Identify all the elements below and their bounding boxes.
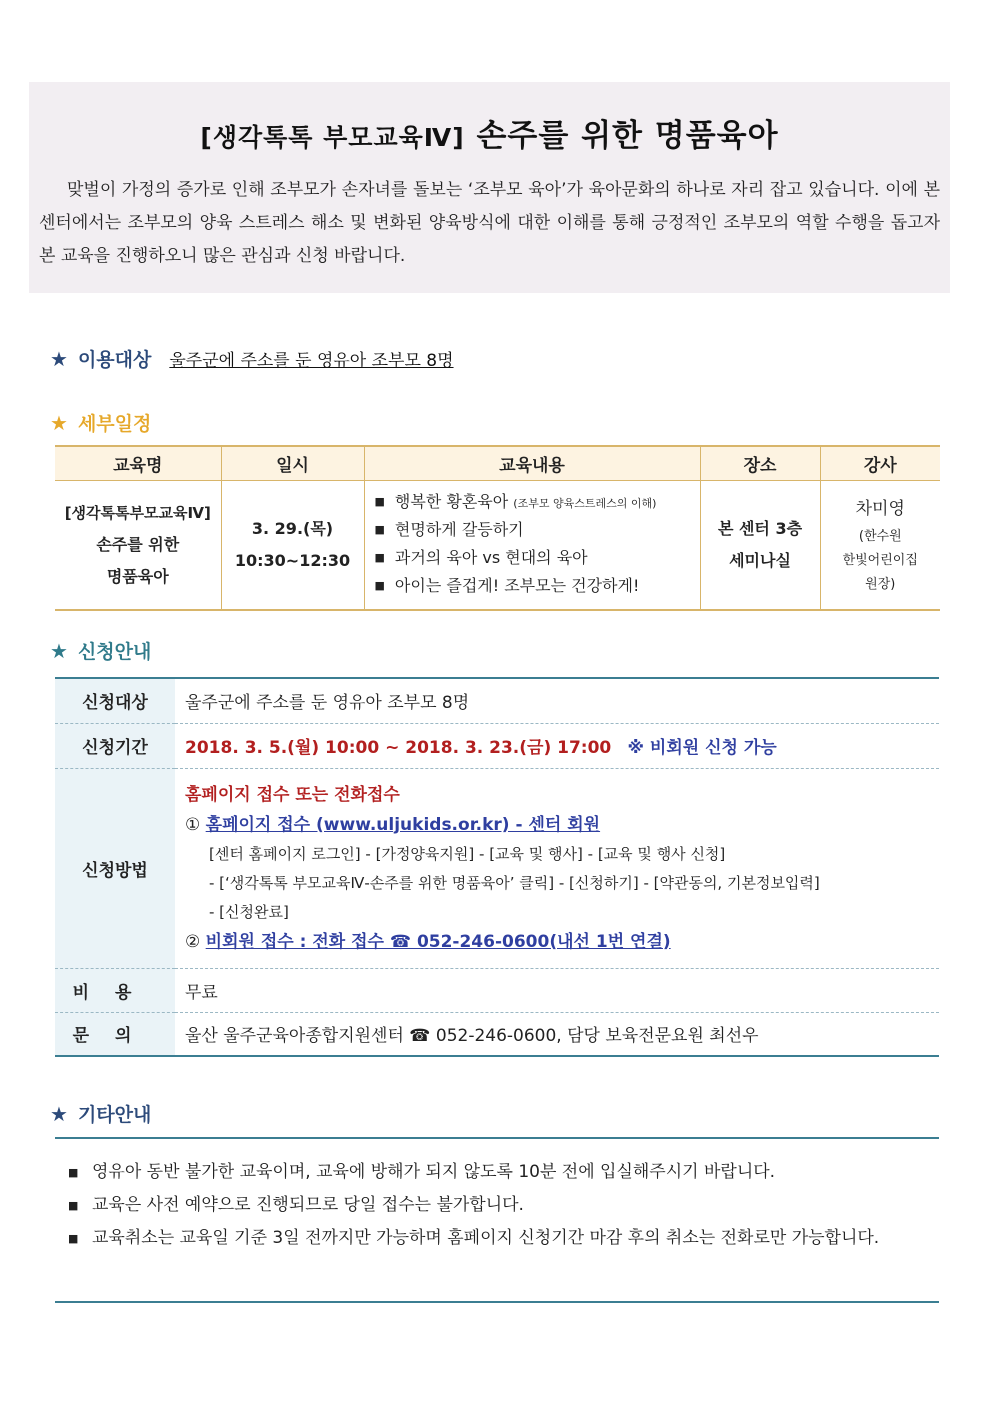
- content-text: 행복한 황혼육아: [394, 492, 509, 511]
- misc-text: 교육취소는 교육일 기준 3일 전까지만 가능하며 홈페이지 신청기간 마감 후의 취소는 전화로만 가능합니다.: [92, 1228, 880, 1248]
- target-section: [50, 345, 454, 372]
- page-title: [29, 110, 950, 155]
- col-header: 교육명: [55, 446, 221, 481]
- divider: [55, 1137, 939, 1139]
- instructor-affil: (한수원: [858, 529, 902, 544]
- target-text: 울주군에 주소를 둔 영유아 조부모 8명: [169, 351, 454, 371]
- apply-method-cell: [175, 768, 939, 968]
- schedule-table: [55, 445, 940, 611]
- misc-item: [68, 1156, 930, 1189]
- instructor-affil: 원장): [865, 577, 896, 592]
- place-line: 세미나실: [729, 551, 791, 570]
- star-icon: ★: [50, 346, 68, 371]
- header-box: [29, 82, 950, 293]
- method-1-num: ①: [185, 814, 201, 835]
- method-2: [185, 927, 938, 957]
- misc-text: 영유아 동반 불가한 교육이며, 교육에 방해가 되지 않도록 10분 전에 입실해주시기 바랍니다.: [92, 1162, 776, 1182]
- schedule-heading: 세부일정: [77, 413, 152, 435]
- title-prefix: [생각톡톡 부모교육Ⅳ]: [200, 123, 465, 152]
- phone-link[interactable]: 비회원 접수 : 전화 접수 ☎ 052-246-0600(내선 1번 연결): [205, 931, 671, 952]
- program-name-line: [생각톡톡부모교육Ⅳ]: [64, 504, 211, 522]
- content-list: [375, 489, 699, 601]
- content-item: [375, 573, 699, 601]
- method-1: [185, 810, 938, 840]
- time-text: 10:30~12:30: [234, 551, 351, 570]
- apply-target-value: 울주군에 주소를 둔 영유아 조부모 8명: [185, 693, 470, 714]
- apply-label: 신청대상: [55, 678, 175, 723]
- apply-label: 신청기간: [55, 723, 175, 768]
- apply-row-method: [55, 768, 939, 968]
- content-text: 아이는 즐겁게! 조부모는 건강하게!: [394, 576, 640, 595]
- place-line: 본 센터 3층: [717, 519, 803, 538]
- apply-row-target: [55, 678, 939, 723]
- col-header: 일시: [221, 446, 364, 481]
- misc-section-heading: [50, 1100, 151, 1127]
- apply-label: 신청방법: [55, 768, 175, 968]
- apply-table: [55, 677, 939, 1057]
- program-name-line: 명품육아: [106, 567, 169, 586]
- bullet-icon: ■: [68, 1199, 79, 1212]
- misc-item: [68, 1189, 930, 1222]
- method-2-num: ②: [185, 931, 201, 952]
- title-main: 손주를 위한 명품육아: [476, 118, 779, 154]
- instructor-name: 차미영: [855, 499, 905, 519]
- star-icon: ★: [50, 410, 68, 435]
- misc-item: [68, 1222, 930, 1255]
- content-item: [375, 517, 699, 545]
- content-item: [375, 489, 699, 517]
- method-step: - [‘생각톡톡 부모교육Ⅳ-손주를 위한 명품육아’ 클릭] - [신청하기] - [약관동의, 기본정보입력]: [209, 873, 820, 892]
- homepage-link[interactable]: 홈페이지 접수 (www.uljukids.or.kr) - 센터 회원: [205, 814, 601, 835]
- apply-row-cost: [55, 968, 939, 1012]
- content-text: 과거의 육아 vs 현대의 육아: [394, 548, 588, 567]
- star-icon: ★: [50, 638, 68, 663]
- apply-label: 문의: [55, 1012, 175, 1056]
- program-name-cell: [55, 481, 221, 611]
- apply-section-heading: [50, 637, 151, 664]
- content-item: [375, 545, 699, 573]
- col-header: 장소: [700, 446, 820, 481]
- misc-list: [68, 1156, 930, 1255]
- target-heading: 이용대상: [77, 349, 152, 371]
- bullet-icon: ■: [68, 1166, 79, 1179]
- misc-text: 교육은 사전 예약으로 진행되므로 당일 접수는 불가합니다.: [92, 1195, 524, 1215]
- schedule-header-row: [55, 446, 940, 481]
- apply-cost-value: 무료: [185, 982, 218, 1003]
- instructor-affil: 한빛어린이집: [842, 553, 918, 568]
- apply-period-value: 2018. 3. 5.(월) 10:00 ~ 2018. 3. 23.(금) 17:00: [185, 738, 612, 758]
- apply-row-period: [55, 723, 939, 768]
- content-note: (조부모 양육스트레스의 이해): [513, 497, 657, 510]
- content-cell: [364, 481, 700, 611]
- apply-period-note: ※ 비회원 신청 가능: [627, 738, 777, 758]
- intro-paragraph: 맞벌이 가정의 증가로 인해 조부모가 손자녀를 돌보는 ‘조부모 육아’가 육아문화의 하나로 자리 잡고 있습니다. 이에 본 센터에서는 조부모의 양육 스트레스 해소 및 변화된 양육방식에 대한 이해를 통해 긍정적인 조부모의 역할 수행을 돕고자 본 교육을 진행하오니 많은 관심과 신청 바랍니다.: [39, 180, 940, 266]
- schedule-row: [55, 481, 940, 611]
- place-cell: [700, 481, 820, 611]
- instructor-cell: [820, 481, 940, 611]
- datetime-cell: [221, 481, 364, 611]
- apply-heading: 신청안내: [77, 641, 152, 663]
- apply-period-cell: [175, 723, 939, 768]
- col-header: 강사: [820, 446, 940, 481]
- program-name-line: 손주를 위한: [96, 535, 180, 554]
- content-text: 현명하게 갈등하기: [394, 520, 524, 539]
- apply-label: 비용: [55, 968, 175, 1012]
- method-step: [센터 홈페이지 로그인] - [가정양육지원] - [교육 및 행사] - [교육 및 행사 신청]: [209, 844, 726, 863]
- star-icon: ★: [50, 1101, 68, 1126]
- apply-contact-value: 울산 울주군육아종합지원센터 ☎ 052-246-0600, 담당 보육전문요원 최선우: [185, 1026, 759, 1047]
- bullet-icon: ■: [68, 1232, 79, 1245]
- col-header: 교육내용: [364, 446, 700, 481]
- method-step: - [신청완료]: [209, 902, 289, 921]
- divider: [55, 1301, 939, 1303]
- method-title: 홈페이지 접수 또는 전화접수: [185, 784, 400, 805]
- misc-heading: 기타안내: [77, 1104, 152, 1126]
- schedule-section-heading: [50, 409, 151, 436]
- date-text: 3. 29.(목): [251, 519, 334, 538]
- apply-row-contact: [55, 1012, 939, 1056]
